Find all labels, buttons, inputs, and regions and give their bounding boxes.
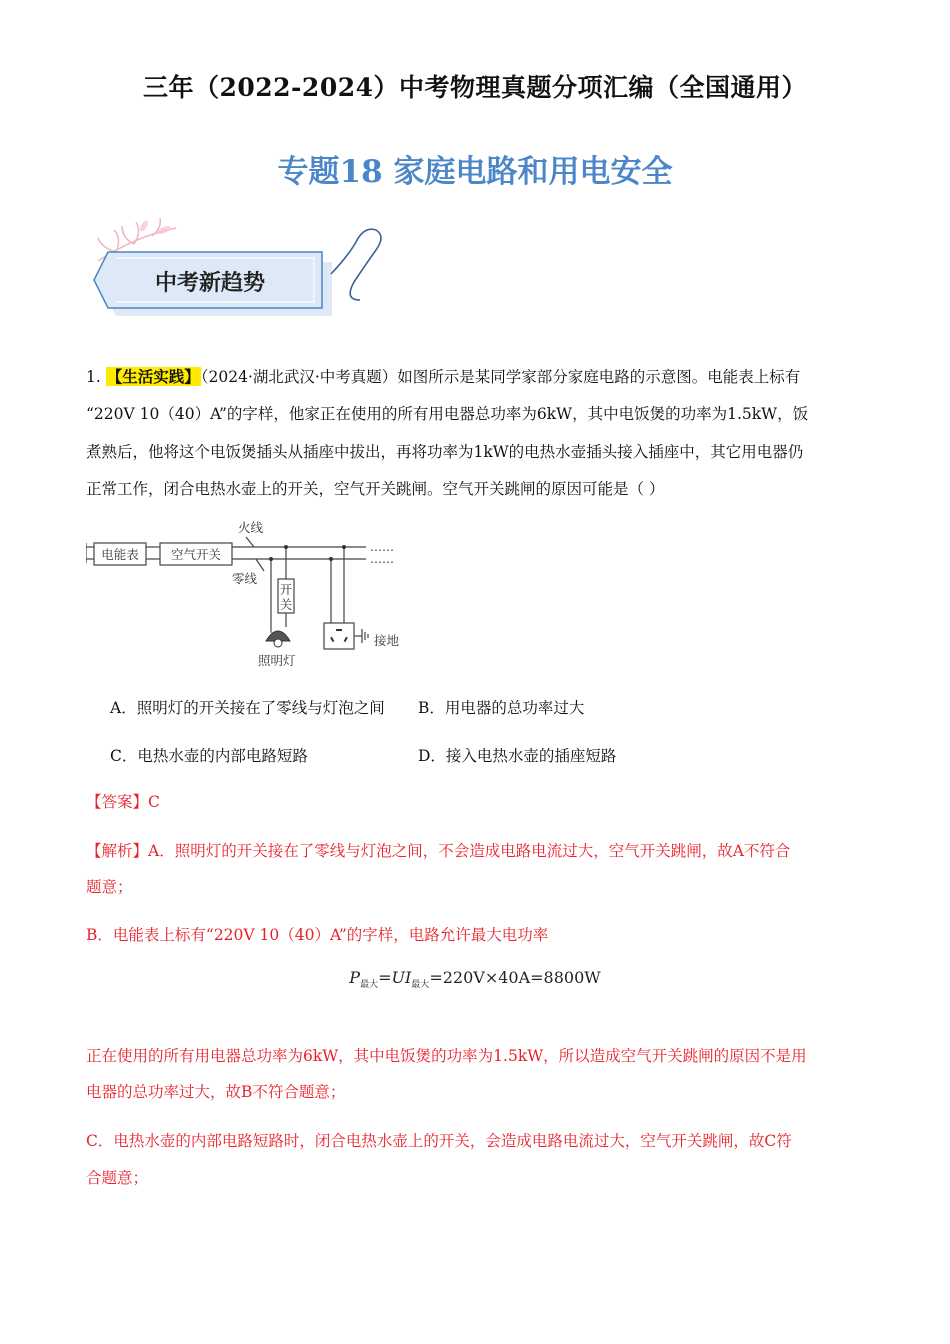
analysis-line-7: 合题意； xyxy=(86,1169,149,1187)
answer: 【答案】C xyxy=(86,793,160,811)
live-continuation: …… xyxy=(370,540,394,554)
analysis-line-6: C．电热水壶的内部电路短路时，闭合电热水壶上的开关，会造成电路电流过大，空气开关跳闸，故C符 xyxy=(86,1132,792,1150)
neutral-label: 零线 xyxy=(232,571,258,586)
lamp-label: 照明灯 xyxy=(258,653,296,668)
socket-icon xyxy=(330,629,348,642)
question-tag: 【生活实践】 xyxy=(106,367,200,386)
power-formula xyxy=(0,968,950,990)
document-title: 三年（2022-2024）中考物理真题分项汇编（全国通用） xyxy=(142,73,808,102)
live-label: 火线 xyxy=(238,520,264,535)
analysis-line-5: 电器的总功率过大，故B不符合题意； xyxy=(86,1083,346,1101)
section-banner xyxy=(86,216,396,334)
analysis-a-text: A．照明灯的开关接在了零线与灯泡之间，不会造成电路电流过大，空气开关跳闸，故A不符合 xyxy=(148,842,791,860)
switch-label-bottom: 关 xyxy=(279,597,293,612)
topic-title: 专题18 家庭电路和用电安全 xyxy=(277,154,673,190)
banner-label: 中考新趋势 xyxy=(154,271,266,296)
formula-sub-1: 最大 xyxy=(360,980,379,991)
question-line-3: 煮熟后，他将这个电饭煲插头从插座中拔出，再将功率为1kW的电热水壶插头接入插座中，其它用电器仍 xyxy=(86,443,804,461)
formula-result: =220V×40A=8800W xyxy=(429,968,601,987)
option-d: D．接入电热水壶的插座短路 xyxy=(418,747,617,765)
formula-p: P xyxy=(349,968,361,987)
formula-ui: =UI xyxy=(378,968,412,987)
option-a: A．照明灯的开关接在了零线与灯泡之间 xyxy=(110,699,385,717)
option-c: C．电热水壶的内部电路短路 xyxy=(110,747,308,765)
ground-label: 接地 xyxy=(374,633,400,648)
question-line-1 xyxy=(86,359,866,395)
breaker-label: 空气开关 xyxy=(170,547,222,562)
formula-sub-2: 最大 xyxy=(411,980,430,991)
analysis-line-1 xyxy=(86,834,866,869)
question-line-4: 正常工作，闭合电热水壶上的开关，空气开关跳闸。空气开关跳闸的原因可能是（ ） xyxy=(86,480,665,498)
circuit-diagram xyxy=(86,515,416,675)
question-line-2: “220V 10（40）A”的字样，他家正在使用的所有用电器总功率为6kW，其中电饭煲的功率为1.5kW，饭 xyxy=(86,405,809,423)
switch-label-top: 开 xyxy=(279,582,293,597)
option-b: B．用电器的总功率过大 xyxy=(418,699,585,717)
analysis-line-2: 题意； xyxy=(86,878,133,896)
analysis-line-4: 正在使用的所有用电器总功率为6kW，其中电饭煲的功率为1.5kW，所以造成空气开关跳闸的原因不是用 xyxy=(86,1047,807,1065)
lamp-icon xyxy=(266,631,290,647)
analysis-line-3: B．电能表上标有“220V 10（40）A”的字样，电路允许最大电功率 xyxy=(86,926,549,944)
analysis-label: 【解析】 xyxy=(86,842,149,860)
neutral-continuation: …… xyxy=(370,552,394,566)
ribbon-curl-icon xyxy=(331,229,381,300)
question-number: 1. xyxy=(86,368,101,386)
question-text-1: （2024·湖北武汉·中考真题）如图所示是某同学家部分家庭电路的示意图。电能表上标有 xyxy=(200,368,801,386)
meter-label: 电能表 xyxy=(101,547,139,562)
socket-box xyxy=(324,623,354,649)
